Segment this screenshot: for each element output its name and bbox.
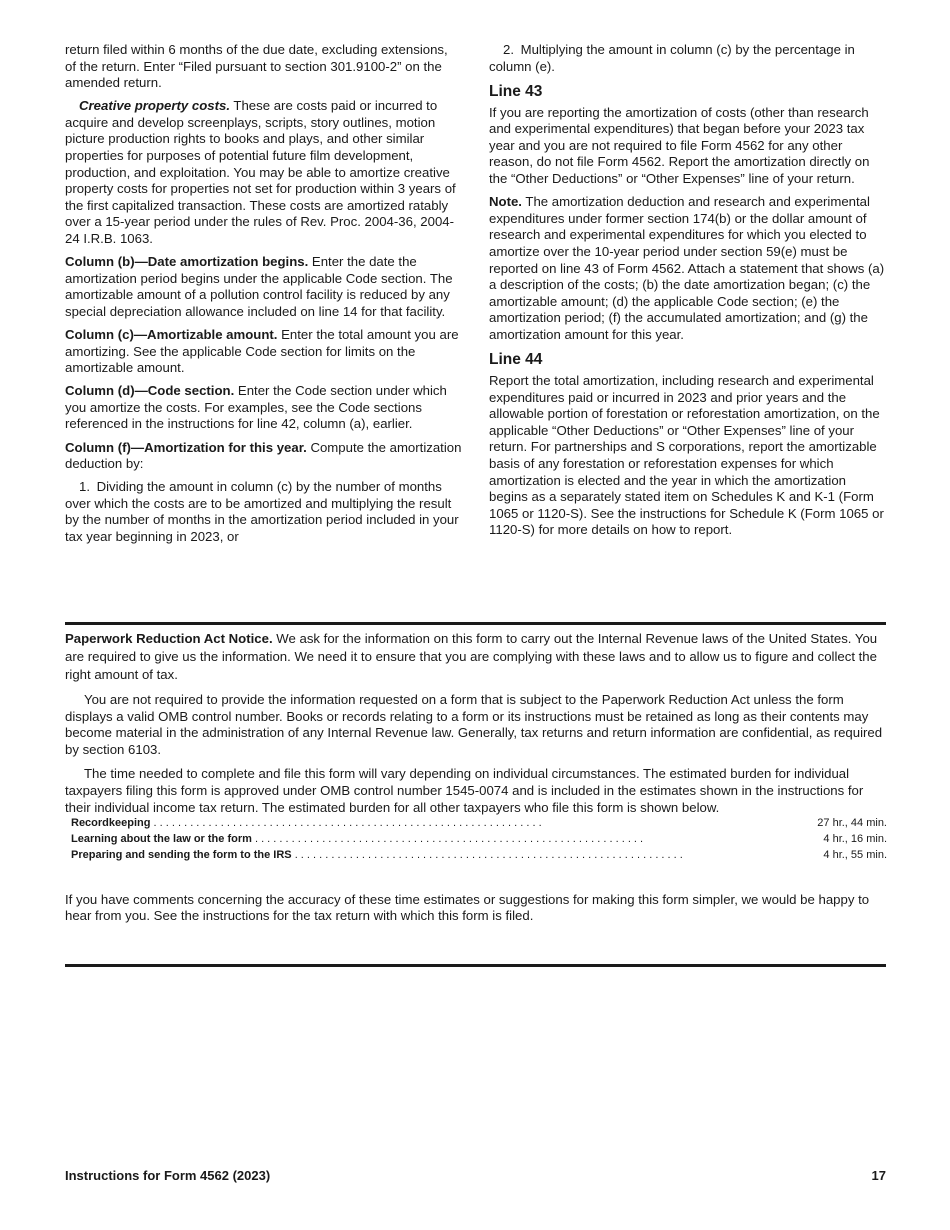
paragraph-column-c: [65, 327, 462, 377]
section-divider-top: [65, 622, 886, 625]
column-b-text: Enter the date the amortization period begins under the applicable Code section. The amortizable amount of a pollution control facility is reduced by any special depreciation allowance included on line 14 for that facility.: [65, 254, 453, 319]
dot-leader: . . . . . . . . . . . . . . . . . . . . . . . . . . . . . . . . . . . . . . . . . . . . . . . . . . . . . . . . . . . . . . . .: [291, 848, 683, 861]
column-f-text: Compute the amortization deduction by:: [65, 439, 462, 472]
column-b-heading: Column (b)—Date amortization begins.: [65, 254, 309, 270]
paperwork-paragraph-3: The time needed to complete and file this form will vary depending on individual circumstances. The estimated burden for individual taxpayers filing this form is approved under OMB control number 1545-0074 and is included in the estimates shown in the instructions for their individual income tax return. The estimated burden for all other taxpayers who file this form is shown below.: [65, 766, 864, 815]
page-number: 17: [871, 1168, 886, 1183]
paperwork-text-1: We ask for the information on this form to carry out the Internal Revenue laws of the United States. You are required to give us the information. We need it to ensure that you are complying with these laws and to allow us to figure and collect the right amount of tax.: [65, 631, 878, 682]
column-c-text: Enter the total amount you are amortizing. See the applicable Code section for limits on the amortizable amount.: [65, 327, 459, 376]
burden-row: [71, 816, 887, 832]
column-d-heading: Column (d)—Code section.: [65, 383, 235, 399]
paragraph-filed-pursuant: return filed within 6 months of the due date, excluding extensions, of the return. Enter “Filed pursuant to section 301.9100-2” on the amended return.: [65, 42, 448, 91]
burden-value: 4 hr., 16 min.: [823, 832, 887, 845]
burden-label: Recordkeeping: [71, 817, 151, 830]
paperwork-heading: Paperwork Reduction Act Notice.: [65, 631, 273, 646]
creative-property-text: These are costs paid or incurred to acquire and develop screenplays, scripts, story outlines, motion picture production rights to books and plays, and other similar properties for purposes of potential future film development, production, and exploitation. You may be able to amortize creative property costs for properties not set for production within 3 years of the first capitalized transaction. These costs are amortized ratably over a 15-year period under the rules of Rev. Proc. 2004-36, 2004-24 I.R.B. 1063.: [65, 98, 456, 247]
burden-value: 4 hr., 55 min.: [823, 848, 887, 861]
section-divider-bottom: [65, 964, 886, 967]
line-44-text: Report the total amortization, including research and experimental expenditures paid or incurred in 2023 and prior years and the allowable portion of forestation or reforestation amortization, on the applicable “Other Deductions” or “Other Expenses” line of your return. For partnerships and S corporations, report the amortizable basis of any forestation or reforestation expenses for which amortization is elected and the year in which the amortization begins as a separately stated item on Schedules K and K-1 (Form 1065 or 1120-S). See the instructions for Schedule K (Form 1065 or 1120-S) for more details on how to report.: [489, 373, 884, 538]
creative-property-heading: Creative property costs.: [79, 98, 230, 114]
line-43-text: If you are reporting the amortization of costs (other than research and experimental expenditures) that began before your 2023 tax year and you are not required to file Form 4562 for any other reason, do not file Form 4562. Report the amortization directly on the “Other Deductions” or “Other Expenses” line of your return.: [489, 104, 870, 187]
page-footer: [65, 1168, 886, 1183]
column-d-text: Enter the Code section under which you amortize the costs. For examples, see the Code sections referenced in the instructions for line 42, column (a), earlier.: [65, 383, 447, 432]
burden-table: [71, 816, 887, 863]
paperwork-reduction-notice: [65, 630, 886, 933]
right-column: [489, 42, 886, 545]
list-item-1: 1. Dividing the amount in column (c) by the number of months over which the costs are to be amortized and multiplying the result by the number of months in the amortization period included in your tax year beginning in 2023, or: [65, 479, 459, 545]
left-column: [65, 42, 462, 552]
paragraph-column-d: [65, 383, 462, 433]
column-f-heading: Column (f)—Amortization for this year.: [65, 439, 307, 455]
paragraph-column-b: [65, 254, 462, 320]
burden-row: [71, 848, 887, 864]
burden-row: [71, 832, 887, 848]
footer-title: Instructions for Form 4562 (2023): [65, 1168, 271, 1183]
paragraph-column-f: [65, 440, 462, 473]
line-43-heading: Line 43: [489, 82, 543, 100]
list-item-2: 2. Multiplying the amount in column (c) by the percentage in column (e).: [489, 42, 855, 74]
dot-leader: . . . . . . . . . . . . . . . . . . . . . . . . . . . . . . . . . . . . . . . . . . . . . . . . . . . . . . . . . . . . . . . .: [251, 832, 644, 845]
burden-label: Learning about the law or the form: [71, 832, 252, 845]
paperwork-paragraph-2: You are not required to provide the information requested on a form that is subject to the Paperwork Reduction Act unless the form displays a valid OMB control number. Books or records relating to a form or its instructions must be retained as long as their contents may become material in the administration of any Internal Revenue law. Generally, tax returns and return information are confidential, as required by section 6103.: [65, 692, 883, 757]
column-c-heading: Column (c)—Amortizable amount.: [65, 327, 278, 342]
line-44-heading: Line 44: [489, 351, 543, 368]
paperwork-paragraph-4: If you have comments concerning the accuracy of these time estimates or suggestions for making this form simpler, we would be happy to hear from you. See the instructions for the tax return with which this form is filed.: [65, 891, 870, 924]
burden-value: 27 hr., 44 min.: [817, 817, 887, 830]
paragraph-creative-property: [65, 98, 462, 247]
dot-leader: . . . . . . . . . . . . . . . . . . . . . . . . . . . . . . . . . . . . . . . . . . . . . . . . . . . . . . . . . . . . . . . .: [150, 817, 542, 830]
paperwork-paragraph-1: [65, 630, 886, 684]
note-paragraph: [489, 194, 886, 343]
burden-label: Preparing and sending the form to the IRS: [71, 848, 292, 861]
note-label: Note.: [489, 194, 522, 210]
note-text: The amortization deduction and research and experimental expenditures under former section 174(b) or the dollar amount of research and experimental expenditures for which you elected to amortize over the 10-year period under section 59(e) must be reported on line 43 of Form 4562. Attach a statement that shows (a) a description of the costs; (b) the date amortization began; (c) the amortizable amount; (d) the applicable Code section; (e) the amortization period; (f) the accumulated amortization; and (g) the amortization amount for this year.: [489, 194, 885, 342]
